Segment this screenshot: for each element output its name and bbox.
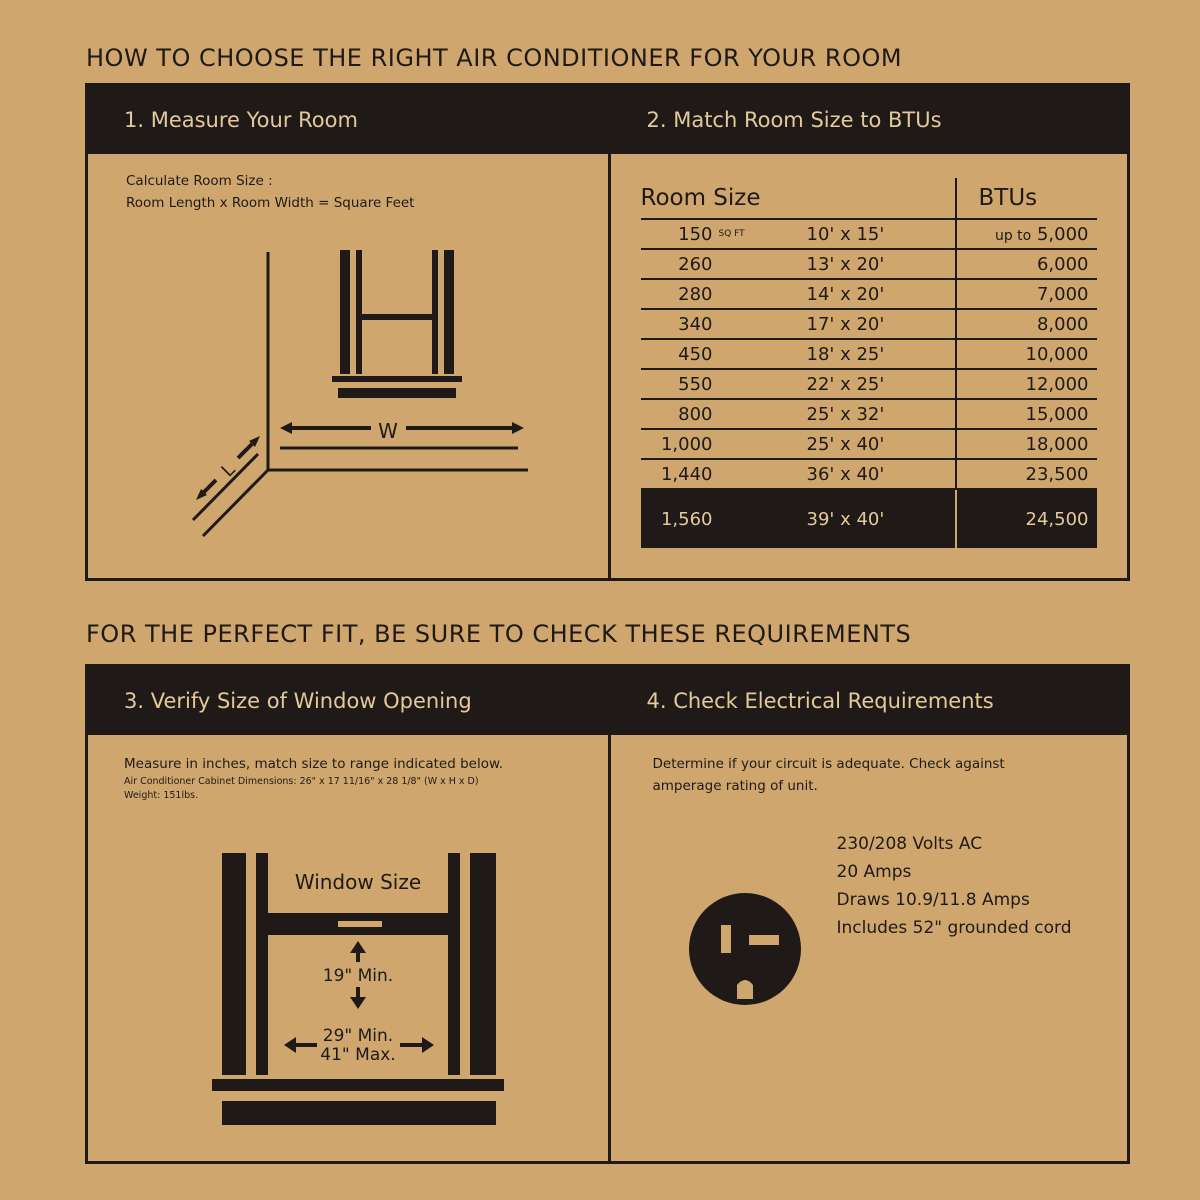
table-row [641, 249, 1097, 279]
btu-cell: 24,500 [956, 489, 1097, 548]
width-label: W [378, 419, 398, 443]
sqft-cell: 260 [641, 249, 719, 279]
window-notes [124, 753, 503, 803]
btu-cell: 7,000 [956, 279, 1097, 309]
table-row [641, 459, 1097, 489]
table-row [641, 399, 1097, 429]
btu-value: 5,000 [1036, 223, 1089, 245]
btu-cell: 18,000 [956, 429, 1097, 459]
panel-title: 2. Match Room Size to BTUs [611, 86, 1128, 154]
room-diagram [88, 226, 538, 556]
bottom-panels [85, 664, 1130, 1164]
panel-title: 3. Verify Size of Window Opening [88, 667, 608, 735]
sqft-cell: 340 [641, 309, 719, 339]
sqft-cell: 550 [641, 369, 719, 399]
heading-requirements: FOR THE PERFECT FIT, BE SURE TO CHECK THESE REQUIREMENTS [86, 620, 912, 648]
formula-line-2: Room Length x Room Width = Square Feet [126, 195, 415, 211]
btu-cell [956, 219, 1097, 249]
window-note-3: Weight: 151lbs. [124, 790, 199, 801]
table-row [641, 279, 1097, 309]
sqft-cell: 280 [641, 279, 719, 309]
btu-table [641, 178, 1097, 548]
window-size-label: Window Size [294, 870, 422, 894]
panel-match-btu [608, 86, 1128, 578]
spec-cord: Includes 52" grounded cord [836, 918, 1072, 938]
window-note-2: Air Conditioner Cabinet Dimensions: 26" x 17 11/16" x 28 1/8" (W x H x D) [124, 776, 479, 787]
spec-volts: 230/208 Volts AC [836, 834, 983, 854]
sqft-cell: 1,560 [641, 489, 719, 548]
width-max-label: 41" Max. [320, 1045, 396, 1065]
upto-label: up to [994, 227, 1032, 244]
electrical-specs [837, 830, 1072, 942]
window-note-1: Measure in inches, match size to range indicated below. [124, 756, 504, 772]
panel-title: 1. Measure Your Room [88, 86, 608, 154]
table-row [641, 219, 1097, 249]
room-size-formula [126, 170, 414, 214]
btu-cell: 23,500 [956, 459, 1097, 489]
dims-cell: 25' x 32' [807, 399, 956, 429]
spec-amps: 20 Amps [836, 862, 912, 882]
top-panels [85, 83, 1130, 581]
unit-label: SQ FT [719, 219, 807, 249]
length-label: L [217, 459, 240, 482]
sqft-cell: 1,440 [641, 459, 719, 489]
dims-cell: 25' x 40' [807, 429, 956, 459]
heading-choose-ac: HOW TO CHOOSE THE RIGHT AIR CONDITIONER FOR YOUR ROOM [86, 44, 903, 72]
dims-cell: 14' x 20' [807, 279, 956, 309]
col-header-room-size: Room Size [641, 178, 956, 219]
btu-cell: 6,000 [956, 249, 1097, 279]
col-header-btus: BTUs [956, 178, 1097, 219]
panel-electrical [608, 667, 1128, 1161]
dims-cell: 17' x 20' [807, 309, 956, 339]
table-row [641, 429, 1097, 459]
sqft-cell: 150 [641, 219, 719, 249]
sqft-cell: 1,000 [641, 429, 719, 459]
btu-cell: 15,000 [956, 399, 1097, 429]
panel-window-opening [88, 667, 608, 1161]
dims-cell: 10' x 15' [807, 219, 956, 249]
window-diagram [198, 849, 618, 1149]
btu-cell: 8,000 [956, 309, 1097, 339]
sqft-cell: 450 [641, 339, 719, 369]
formula-line-1: Calculate Room Size : [126, 173, 273, 189]
dims-cell: 36' x 40' [807, 459, 956, 489]
outlet-icon [687, 891, 807, 1011]
dims-cell: 39' x 40' [807, 489, 956, 548]
table-row [641, 369, 1097, 399]
table-row-highlighted [641, 489, 1097, 548]
electrical-notes [653, 753, 1005, 797]
height-min-label: 19" Min. [322, 966, 394, 986]
dims-cell: 13' x 20' [807, 249, 956, 279]
sqft-cell: 800 [641, 399, 719, 429]
electrical-note-1: Determine if your circuit is adequate. Check against [652, 756, 1005, 772]
btu-cell: 10,000 [956, 339, 1097, 369]
dims-cell: 18' x 25' [807, 339, 956, 369]
panel-measure-room [88, 86, 608, 578]
panel-title: 4. Check Electrical Requirements [611, 667, 1128, 735]
spec-draws: Draws 10.9/11.8 Amps [836, 890, 1030, 910]
width-min-label: 29" Min. [322, 1026, 394, 1046]
table-row [641, 339, 1097, 369]
table-row [641, 309, 1097, 339]
electrical-note-2: amperage rating of unit. [652, 778, 818, 794]
btu-cell: 12,000 [956, 369, 1097, 399]
dims-cell: 22' x 25' [807, 369, 956, 399]
